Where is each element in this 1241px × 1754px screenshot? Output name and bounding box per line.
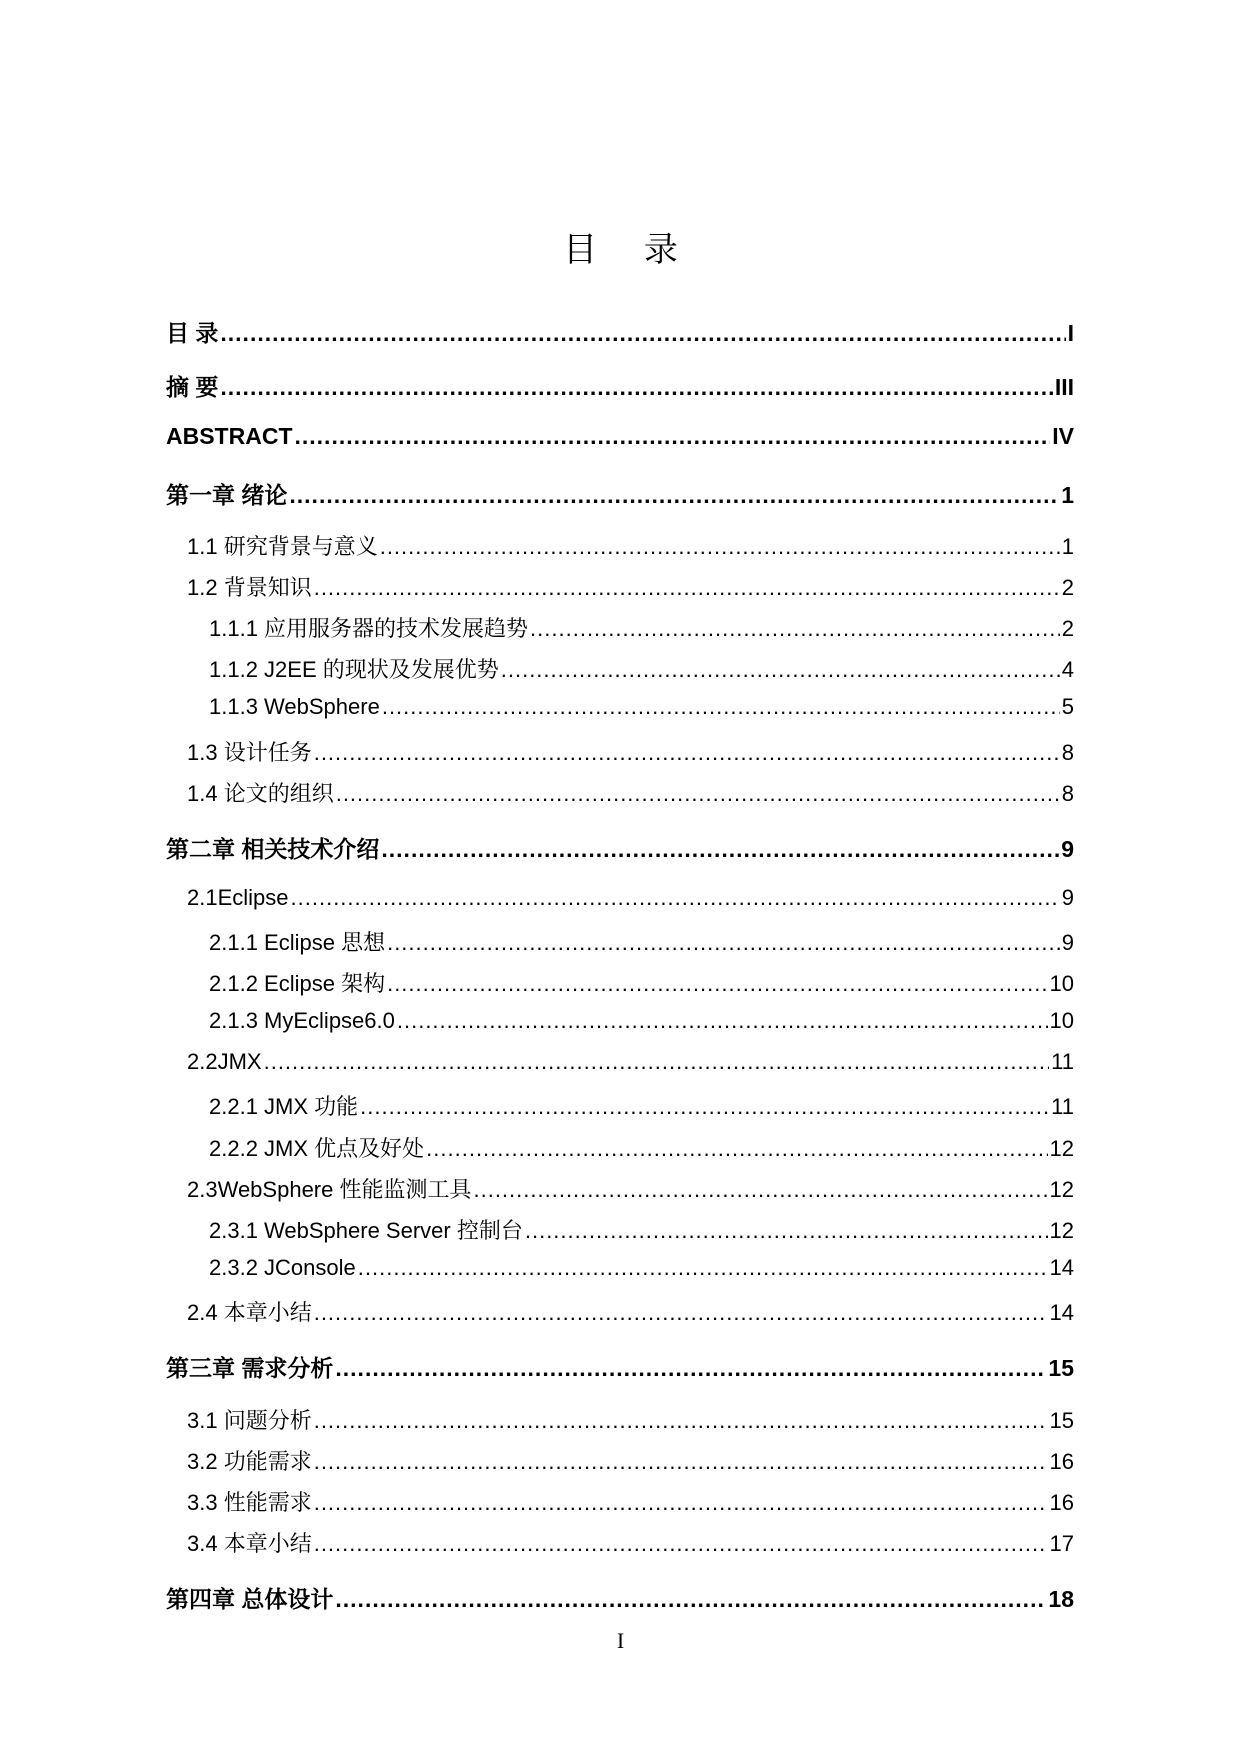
toc-entry-page: 1 [1061,534,1074,559]
toc-dot-leader [382,694,1060,720]
toc-entry[interactable] [166,1350,1074,1383]
toc-entry[interactable] [166,831,1074,864]
toc-entry[interactable] [166,1581,1074,1614]
toc-entry[interactable] [209,926,1074,957]
toc-entry-page: 5 [1061,694,1074,719]
toc-dot-leader [314,1408,1048,1434]
toc-dot-leader [220,320,1065,347]
toc-entry-label: 2.3.1 WebSphere Server 控制台 [209,1218,523,1243]
toc-entry[interactable] [166,477,1074,510]
toc-dot-leader [397,1008,1048,1034]
toc-entry-label: 1.1 研究背景与意义 [187,534,378,559]
toc-entry-page: 12 [1049,1177,1074,1202]
toc-dot-leader [220,374,1052,401]
toc-entry[interactable] [187,1445,1074,1476]
toc-entry-label: 目 录 [166,320,219,346]
toc-entry-page: 16 [1049,1449,1074,1474]
toc-entry[interactable] [187,1296,1074,1327]
toc-entry[interactable] [166,369,1074,402]
toc-dot-leader [314,1531,1048,1557]
toc-dot-leader [314,1490,1048,1516]
toc-entry-page: 8 [1061,740,1074,765]
toc-entry[interactable] [209,1255,1074,1281]
toc-entry-page: 1 [1061,482,1074,508]
toc-dot-leader [314,1449,1048,1475]
toc-entry[interactable] [187,736,1074,767]
toc-entry-page: III [1054,374,1074,400]
toc-entry[interactable] [166,315,1074,348]
toc-dot-leader [525,1218,1048,1244]
toc-entry-page: 16 [1049,1490,1074,1515]
toc-dot-leader [360,1094,1049,1120]
toc-entry-page: 14 [1049,1300,1074,1325]
toc-entry-label: 1.3 设计任务 [187,740,312,765]
toc-entry-label: 1.2 背景知识 [187,575,312,600]
toc-dot-leader [381,836,1059,863]
toc-entry[interactable] [166,423,1074,450]
toc-entry-page: 8 [1061,781,1074,806]
toc-entry-page: 2 [1061,616,1074,641]
toc-dot-leader [289,482,1059,509]
toc-entry-page: 15 [1049,1408,1074,1433]
toc-entry-page: 4 [1061,657,1074,682]
toc-entry-label: 第三章 需求分析 [166,1355,334,1381]
toc-dot-leader [380,534,1060,560]
toc-entry[interactable] [209,1214,1074,1245]
toc-dot-leader [358,1255,1048,1281]
toc-entry-label: 摘 要 [166,374,219,400]
toc-entry[interactable] [209,612,1074,643]
toc-entry-label: 1.4 论文的组织 [187,781,334,806]
toc-entry-label: 1.1.3 WebSphere [209,694,380,719]
toc-entry-page: 15 [1048,1355,1074,1381]
toc-entry-label: 3.3 性能需求 [187,1490,312,1515]
toc-entry-label: 3.2 功能需求 [187,1449,312,1474]
toc-entry-label: 2.1.1 Eclipse 思想 [209,930,386,955]
toc-dot-leader [387,930,1060,956]
toc-dot-leader [387,971,1047,997]
toc-entry[interactable] [187,1527,1074,1558]
toc-entry-label: 2.1Eclipse [187,885,289,910]
toc-entry-label: 第一章 绪论 [166,482,288,508]
toc-entry-page: 18 [1048,1586,1074,1612]
toc-dot-leader [264,1049,1050,1075]
page-title: 目 录 [563,230,696,270]
toc-entry[interactable] [187,1049,1074,1075]
toc-entry-page: 10 [1049,1008,1074,1033]
toc-entry[interactable] [187,1486,1074,1517]
toc-entry[interactable] [209,1090,1074,1121]
toc-dot-leader [295,423,1051,450]
toc-entry-page: 12 [1049,1218,1074,1243]
toc-dot-leader [291,885,1060,911]
toc-entry-label: ABSTRACT [166,423,293,449]
toc-dot-leader [426,1136,1047,1162]
toc-entry-page: 17 [1049,1531,1074,1556]
toc-entry[interactable] [187,777,1074,808]
toc-entry-label: 第二章 相关技术介绍 [166,836,380,862]
toc-entry-page: 9 [1061,836,1074,862]
toc-entry[interactable] [209,967,1074,998]
toc-entry[interactable] [187,1173,1074,1204]
toc-entry-label: 2.2.1 JMX 功能 [209,1094,359,1119]
toc-entry-page: 11 [1051,1049,1074,1074]
toc-entry[interactable] [187,530,1074,561]
toc-dot-leader [473,1177,1047,1203]
toc-entry-label: 2.2.2 JMX 优点及好处 [209,1136,425,1161]
toc-entry-page: 9 [1061,930,1074,955]
toc-entry-label: 1.1.1 应用服务器的技术发展趋势 [209,616,529,641]
toc-entry[interactable] [187,571,1074,602]
toc-entry[interactable] [209,694,1074,720]
page-number: I [616,1628,625,1653]
toc-entry-label: 2.1.2 Eclipse 架构 [209,971,386,996]
toc-dot-leader [336,781,1060,807]
toc-entry[interactable] [209,1132,1074,1163]
toc-entry-page: 14 [1049,1255,1074,1280]
toc-entry-label: 1.1.2 J2EE 的现状及发展优势 [209,657,499,682]
toc-entry-page: 11 [1051,1094,1074,1119]
toc-entry-page: 10 [1049,971,1074,996]
toc-entry-label: 2.4 本章小结 [187,1300,312,1325]
toc-entry-page: IV [1052,423,1074,449]
toc-entry-label: 2.3.2 JConsole [209,1255,356,1280]
toc-entry-page: 12 [1049,1136,1074,1161]
toc-entry-label: 2.2JMX [187,1049,262,1074]
toc-entry-page: I [1067,320,1074,346]
toc-entry[interactable] [187,1404,1074,1435]
toc-entry[interactable] [209,653,1074,684]
toc-entry-page: 2 [1061,575,1074,600]
toc-dot-leader [530,616,1060,642]
toc-dot-leader [314,1300,1048,1326]
toc-dot-leader [335,1355,1046,1382]
toc-dot-leader [314,740,1060,766]
toc-entry[interactable] [187,885,1074,911]
toc-entry-label: 第四章 总体设计 [166,1586,334,1612]
toc-entry-label: 3.4 本章小结 [187,1531,312,1556]
toc-entry-label: 3.1 问题分析 [187,1408,312,1433]
toc-entry-label: 2.1.3 MyEclipse6.0 [209,1008,395,1033]
toc-entry-label: 2.3WebSphere 性能监测工具 [187,1177,472,1202]
toc-dot-leader [335,1586,1046,1613]
toc-dot-leader [501,657,1060,683]
toc-entry-page: 9 [1061,885,1074,910]
toc-dot-leader [314,575,1060,601]
toc-entry[interactable] [209,1008,1074,1034]
